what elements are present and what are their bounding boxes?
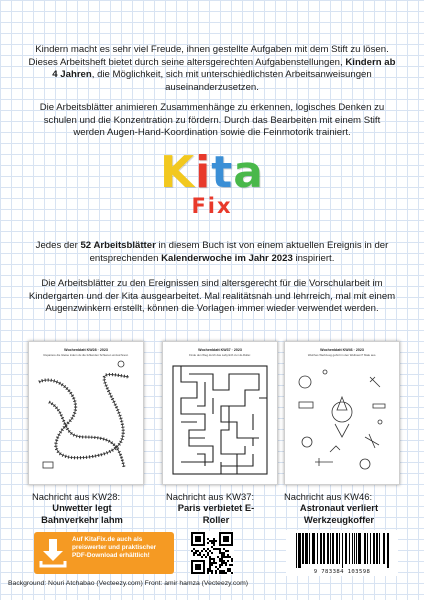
maze-illustration [163, 342, 277, 484]
intro-paragraph-1: Kindern macht es sehr viel Freude, ihnen gestellte Aufgaben mit dem Stift zu lösen. Dieses Arbeitsheft bietet durch seine altersgerechten Aufgabenstellungen, Kindern ab 4 Jahren, die Möglichkeit, sich mit unterschiedlichsten Arbeitsanweisungen auseinanderzusetzen. [28, 44, 396, 93]
caption-label: Nachricht aus KW46: [284, 491, 373, 502]
download-arrow-icon [38, 537, 68, 569]
logo-letter: a [233, 147, 264, 198]
caption-headline: Unwetter legt Bahnverkehr lahm [41, 502, 123, 525]
barcode-bars [286, 530, 398, 568]
kitafix-logo [150, 148, 274, 228]
barcode-number: 9 783384 103598 [313, 569, 371, 575]
space-tools-illustration [285, 342, 399, 484]
intro-paragraph-2: Die Arbeitsblätter animieren Zusammenhänge zu erkennen, logisches Denken zu schulen und die Konzentration zu fördern. Durch das Bearbeiten mit einem Stift werden Augen-Hand-Koordination sowie die Feinmotorik trainiert. [39, 102, 385, 139]
sheet-title: Wochenblatt KW46 · 2023 [320, 348, 364, 352]
sample-sheet-kw28 [28, 341, 144, 485]
sheet-instruction: Finde den Weg durch das Labyrinth zum E-Roller. [189, 353, 251, 357]
caption-kw28 [32, 491, 162, 525]
logo-letter: t [211, 147, 234, 198]
caption-headline: Astronaut verliert Werkzeugkoffer [299, 502, 379, 525]
logo-letter: K [160, 147, 196, 198]
caption-kw46 [284, 491, 404, 525]
middle-paragraph-1: Jedes der 52 Arbeitsblätter in diesem Buch ist von einem aktuellen Ereignis in der entsprechenden Kalenderwoche im Jahr 2023 inspiriert. [35, 240, 389, 264]
qr-code-image [190, 531, 234, 575]
sheet-title: Wochenblatt KW37 · 2023 [198, 348, 242, 352]
sample-sheet-kw37 [162, 341, 278, 485]
ean-barcode [286, 530, 398, 576]
caption-label: Nachricht aus KW28: [32, 491, 121, 502]
logo-word [150, 148, 274, 198]
caption-headline: Paris verbietet E-Roller [177, 502, 255, 525]
sheet-instruction: Welches Werkzeug gehört in den Weltraum? Male aus. [307, 353, 377, 357]
banner-text: Auf KitaFix.de auch als preiswerter und praktischer PDF-Download erhältlich! [72, 536, 157, 559]
caption-kw37 [166, 491, 296, 525]
qr-code[interactable] [190, 531, 234, 575]
pdf-download-banner[interactable] [34, 532, 174, 574]
logo-fix: Fix [191, 194, 233, 218]
middle-paragraph-2: Die Arbeitsblätter zu den Ereignissen sind altersgerecht für die Vorschularbeit im Kindergarten und der Kita ausgearbeitet. Mal realitätsnah und lehrreich, mal mit einem Augenzwinkern erstellt, können die Vorlagen immer wieder verwendet werden. [28, 278, 396, 315]
sheet-title: Wochenblatt KW28 · 2023 [64, 348, 108, 352]
sample-sheet-kw46 [284, 341, 400, 485]
logo-letter: i [195, 147, 212, 198]
rail-tracks-illustration [29, 342, 143, 484]
image-credit: Background: Nouri Atchabao (Vecteezy.com) Front: amir hamza (Vecteezy.com) [8, 580, 249, 587]
caption-label: Nachricht aus KW37: [166, 491, 255, 502]
sheet-instruction: Repariere die Gleise indem du die fehlenden Schienen einzeichnest. [43, 353, 129, 357]
